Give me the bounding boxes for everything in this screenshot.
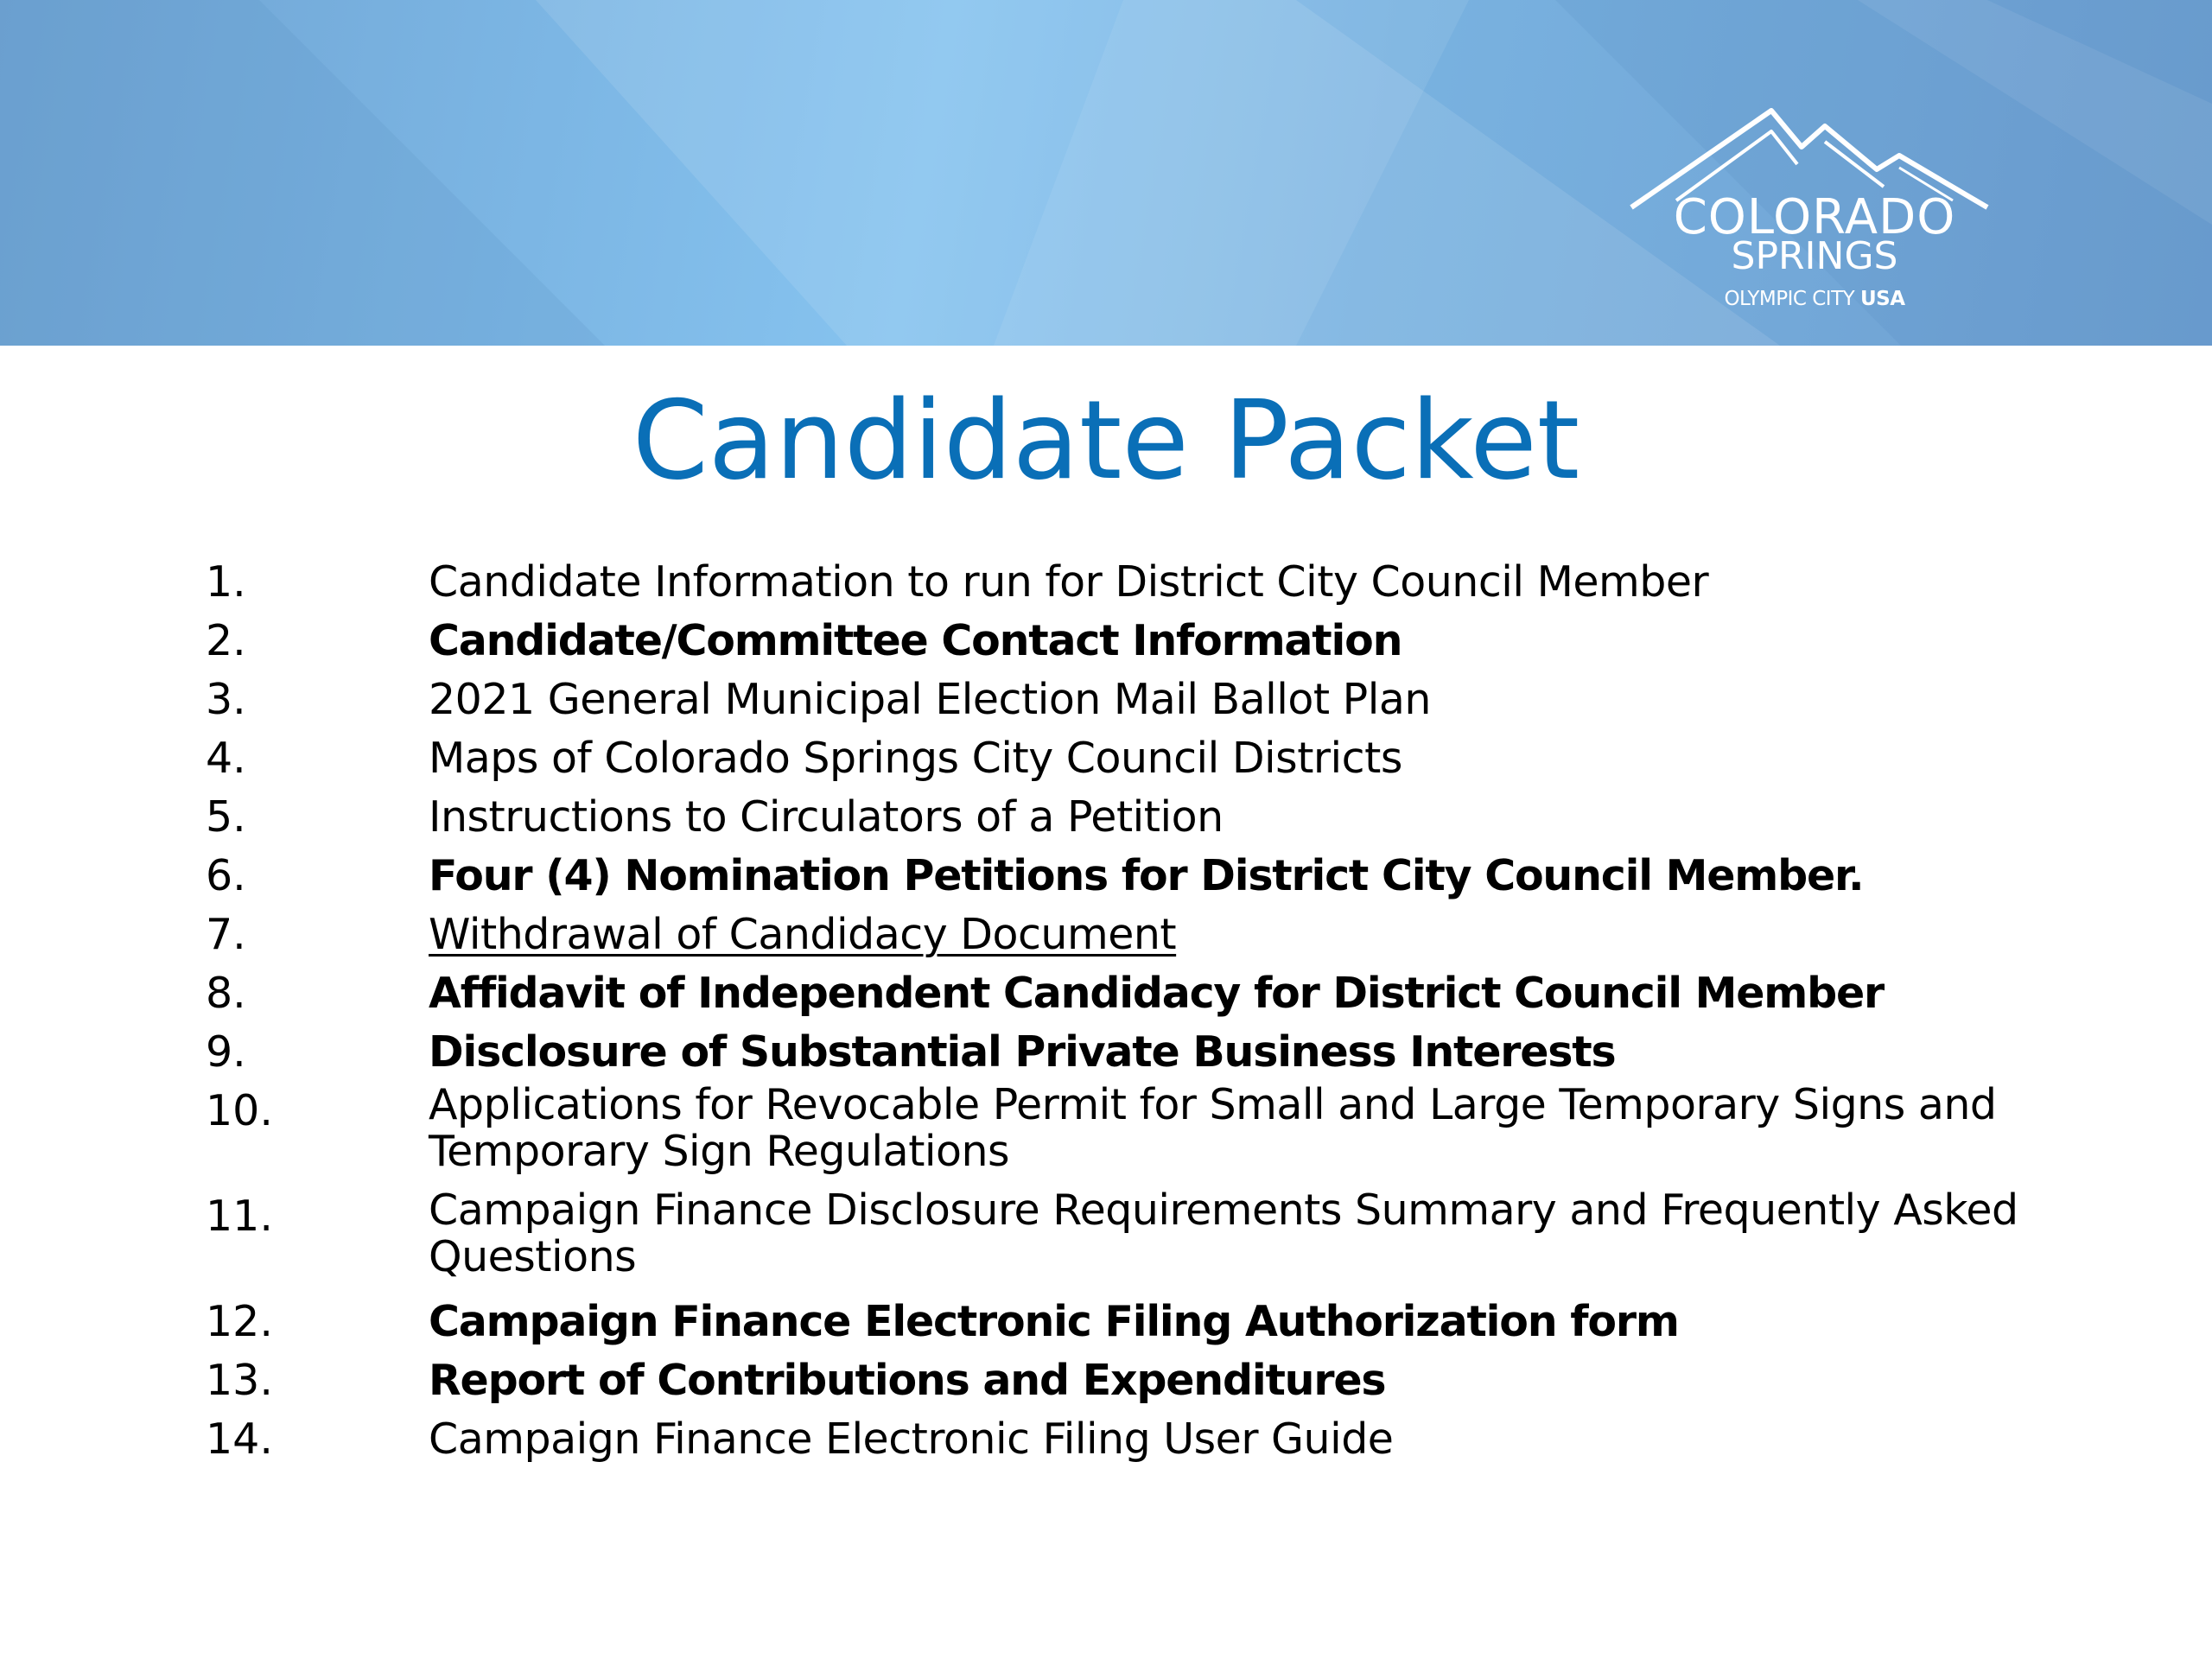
list-item-text: Report of Contributions and Expenditures (429, 1356, 1386, 1405)
logo-wordmark-colorado: COLORADO (1673, 189, 1956, 245)
list-item-number: 6. (206, 851, 246, 900)
list-item-text: 2021 General Municipal Election Mail Ballot Plan (429, 675, 1431, 724)
list-item (206, 1410, 2029, 1469)
list-item-text[interactable]: Withdrawal of Candidacy Document (429, 910, 1177, 959)
list-item-text: Candidate Information to run for District City Council Member (429, 557, 1709, 607)
list-item (206, 671, 2029, 729)
list-item (206, 1293, 2029, 1351)
colorado-springs-logo (1624, 104, 2005, 320)
logo-wordmark-springs: SPRINGS (1731, 234, 1898, 278)
logo-tagline-bold: USA (1860, 288, 1905, 310)
list-item-number: 12. (206, 1297, 273, 1346)
list-item-text: Campaign Finance Electronic Filing Authorization form (429, 1297, 1679, 1346)
list-item-text: Maps of Colorado Springs City Council Districts (429, 734, 1402, 783)
list-item-text: Applications for Revocable Permit for Small and Large Temporary Signs and Temporary Sign Regulations (429, 1080, 1997, 1176)
list-item (206, 964, 2029, 1023)
list-item-number: 9. (206, 1027, 246, 1077)
list-item-number: 7. (206, 910, 246, 959)
list-item-text: Disclosure of Substantial Private Business Interests (429, 1027, 1616, 1077)
list-item (206, 1187, 2029, 1293)
list-item (206, 612, 2029, 671)
list-item (206, 1351, 2029, 1410)
list-item (206, 847, 2029, 906)
list-item (206, 729, 2029, 788)
list-item-number: 5. (206, 792, 246, 842)
list-item (206, 553, 2029, 612)
list-item (206, 1082, 2029, 1187)
list-item (206, 788, 2029, 847)
list-item-number: 8. (206, 969, 246, 1018)
list-item (206, 1023, 2029, 1082)
header-banner (0, 0, 2212, 346)
list-item-number: 11. (206, 1192, 273, 1241)
logo-tagline (1624, 287, 2005, 311)
list-item-number: 14. (206, 1414, 273, 1464)
list-item-number: 4. (206, 734, 246, 783)
packet-contents-list (206, 553, 2029, 1469)
list-item-text: Campaign Finance Disclosure Requirements Summary and Frequently Asked Questions (429, 1185, 2018, 1281)
list-item-number: 10. (206, 1086, 273, 1135)
list-item-text: Instructions to Circulators of a Petition (429, 792, 1224, 842)
list-item-number: 13. (206, 1356, 273, 1405)
list-item-text: Campaign Finance Electronic Filing User Guide (429, 1414, 1394, 1464)
list-item-text: Affidavit of Independent Candidacy for District Council Member (429, 969, 1884, 1018)
list-item-number: 2. (206, 616, 246, 665)
list-item-text: Candidate/Committee Contact Information (429, 616, 1402, 665)
list-item-number: 1. (206, 557, 246, 607)
page-title: Candidate Packet (632, 377, 1580, 504)
list-item-number: 3. (206, 675, 246, 724)
list-item (206, 906, 2029, 964)
logo-tagline-regular: OLYMPIC CITY (1724, 288, 1860, 310)
list-item-text: Four (4) Nomination Petitions for District City Council Member. (429, 851, 1864, 900)
